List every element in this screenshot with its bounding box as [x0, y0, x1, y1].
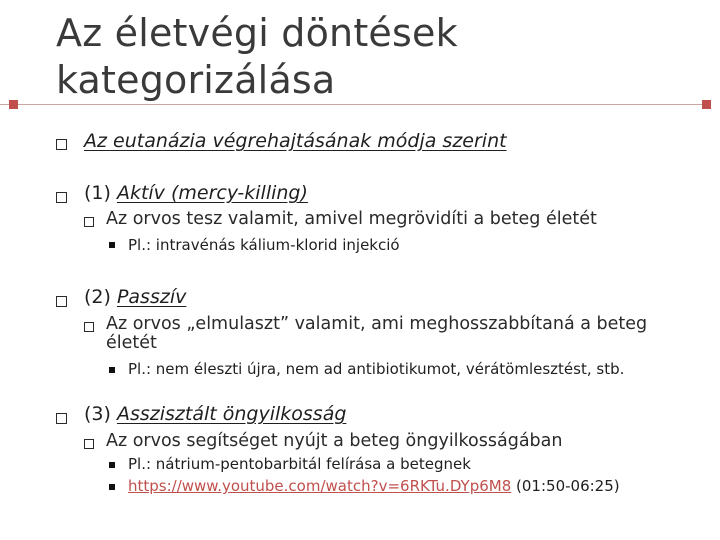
bullet-box-icon — [56, 413, 67, 424]
youtube-link[interactable]: https://www.youtube.com/watch?v=6RKTu.DYp6M8 — [128, 477, 512, 495]
sub-bullet-box-icon — [84, 439, 94, 449]
slide-title: Az életvégi döntések kategorizálása — [56, 11, 458, 102]
intro-line — [84, 130, 507, 152]
category-1-term: Aktív (mercy-killing) — [116, 182, 308, 204]
square-bullet-icon — [109, 462, 115, 468]
category-2-term: Passzív — [116, 286, 187, 308]
sub-bullet-box-icon — [84, 322, 94, 332]
category-2-number: (2) — [84, 286, 117, 308]
category-1-desc: Az orvos tesz valamit, amivel megrövidíti a beteg életét — [106, 209, 597, 229]
divider-square-right — [702, 100, 711, 109]
bullet-box-icon — [56, 139, 67, 150]
square-bullet-icon — [109, 367, 115, 373]
category-2-example: Pl.: nem éleszti újra, nem ad antibiotikumot, vérátömlesztést, stb. — [128, 360, 625, 378]
intro-text: Az eutanázia végrehajtásának módja szerint — [84, 130, 507, 152]
category-3-example: Pl.: nátrium-pentobarbitál felírása a betegnek — [128, 455, 471, 473]
category-3-number: (3) — [84, 403, 117, 425]
divider-square-left — [9, 100, 18, 109]
category-2-desc-line1: Az orvos „elmulaszt” valamit, ami meghosszabbítaná a beteg — [106, 314, 648, 334]
bullet-box-icon — [56, 296, 67, 307]
category-2 — [84, 286, 186, 308]
video-timestamp: (01:50-06:25) — [511, 477, 620, 495]
category-2-desc-line2: életét — [106, 333, 157, 353]
category-3 — [84, 403, 346, 425]
category-1 — [84, 182, 308, 204]
sub-bullet-box-icon — [84, 217, 94, 227]
category-3-link-line — [128, 477, 620, 495]
bullet-box-icon — [56, 192, 67, 203]
category-1-example: Pl.: intravénás kálium-klorid injekció — [128, 236, 400, 254]
category-3-desc: Az orvos segítséget nyújt a beteg öngyilkosságában — [106, 431, 563, 451]
title-divider — [0, 104, 704, 105]
category-3-term: Asszisztált öngyilkosság — [116, 403, 347, 425]
square-bullet-icon — [109, 484, 115, 490]
category-1-number: (1) — [84, 182, 117, 204]
square-bullet-icon — [109, 242, 115, 248]
